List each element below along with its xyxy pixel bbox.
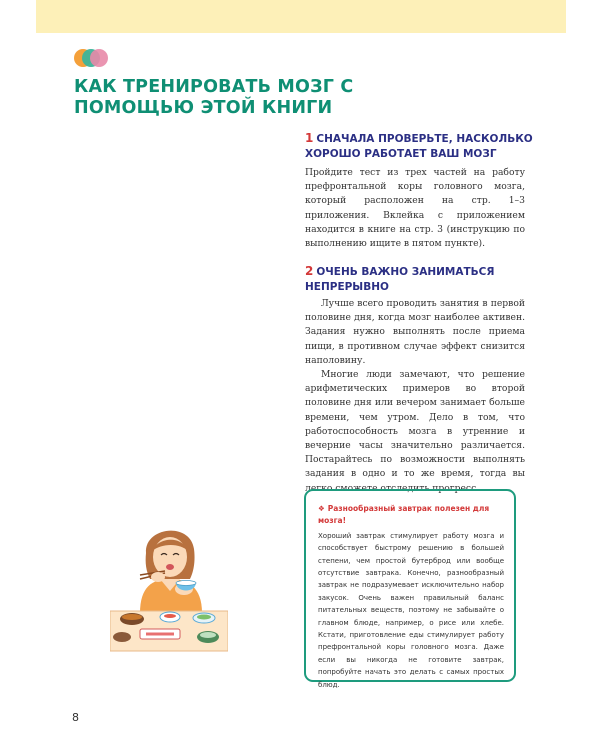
section-2-paragraph-1: Лучше всего проводить занятия в первой половине дня, когда мозг наиболее активен. Задания нужно выполнять после приема пищи, в противном случае эффект снизится наполовину.: [305, 298, 525, 366]
breakfast-woman-illustration: [110, 513, 228, 653]
tip-text: Хороший завтрак стимулирует работу мозга и способствует быстрому решению в большей степени, чем простой бутерброд или вообще отсутствие завтрака. Конечно, разнообразный завтрак не подразумевает исключительно набор закусок. Очень важен правильный баланс питательных веществ, поэтому не забывайте о главном блюде, например, о рисе или хлебе. Кстати, приготовление еды стимулирует работу префронтальной коры головного мозга. Даже если вы никогда не готовите завтрак, попробуйте начать это делать с самых простых блюд.: [318, 531, 504, 689]
section-1-heading: [305, 131, 545, 162]
colored-circles-logo-icon: [74, 49, 110, 67]
tip-title: [318, 503, 504, 528]
top-color-band: [36, 0, 566, 33]
breakfast-tip-box: [304, 489, 516, 689]
tip-title-text: Разнообразный завтрак полезен для мозга!: [318, 504, 490, 526]
page-title: КАК ТРЕНИРОВАТЬ МОЗГ С ПОМОЩЬЮ ЭТОЙ КНИГИ: [74, 77, 354, 118]
section-1-number: 1: [305, 131, 314, 145]
section-1-body: [305, 166, 525, 251]
section-2-heading-text: ОЧЕНЬ ВАЖНО ЗАНИМАТЬСЯ НЕПРЕРЫВНО: [305, 266, 495, 293]
section-2-number: 2: [305, 264, 314, 278]
section-1-paragraph: Пройдите тест из трех частей на работу префронтальной коры головного мозга, который расположен на стр. 1–3 приложения. Вклейка с приложением находится в книге на стр. 3 (инструкцию по выполнению ищите в пятом пункте).: [305, 167, 525, 250]
section-2-body: [305, 297, 525, 496]
diamond-bullet-icon: ❖: [318, 504, 325, 513]
section-1-heading-text: СНАЧАЛА ПРОВЕРЬТЕ, НАСКОЛЬКО ХОРОШО РАБОТАЕТ ВАШ МОЗГ: [305, 133, 533, 160]
page-number: 8: [72, 711, 79, 724]
section-2-heading: [305, 264, 545, 295]
section-2-paragraph-2: Многие люди замечают, что решение арифметических примеров во второй половине дня или вечером занимает больше времени, чем утром. Дело в том, что работоспособность мозга в утренние и вечерние часы значительно различается. Постарайтесь по возможности выполнять задания в одно и то же время, тогда вы легко сможете отследить прогресс.: [305, 369, 525, 494]
